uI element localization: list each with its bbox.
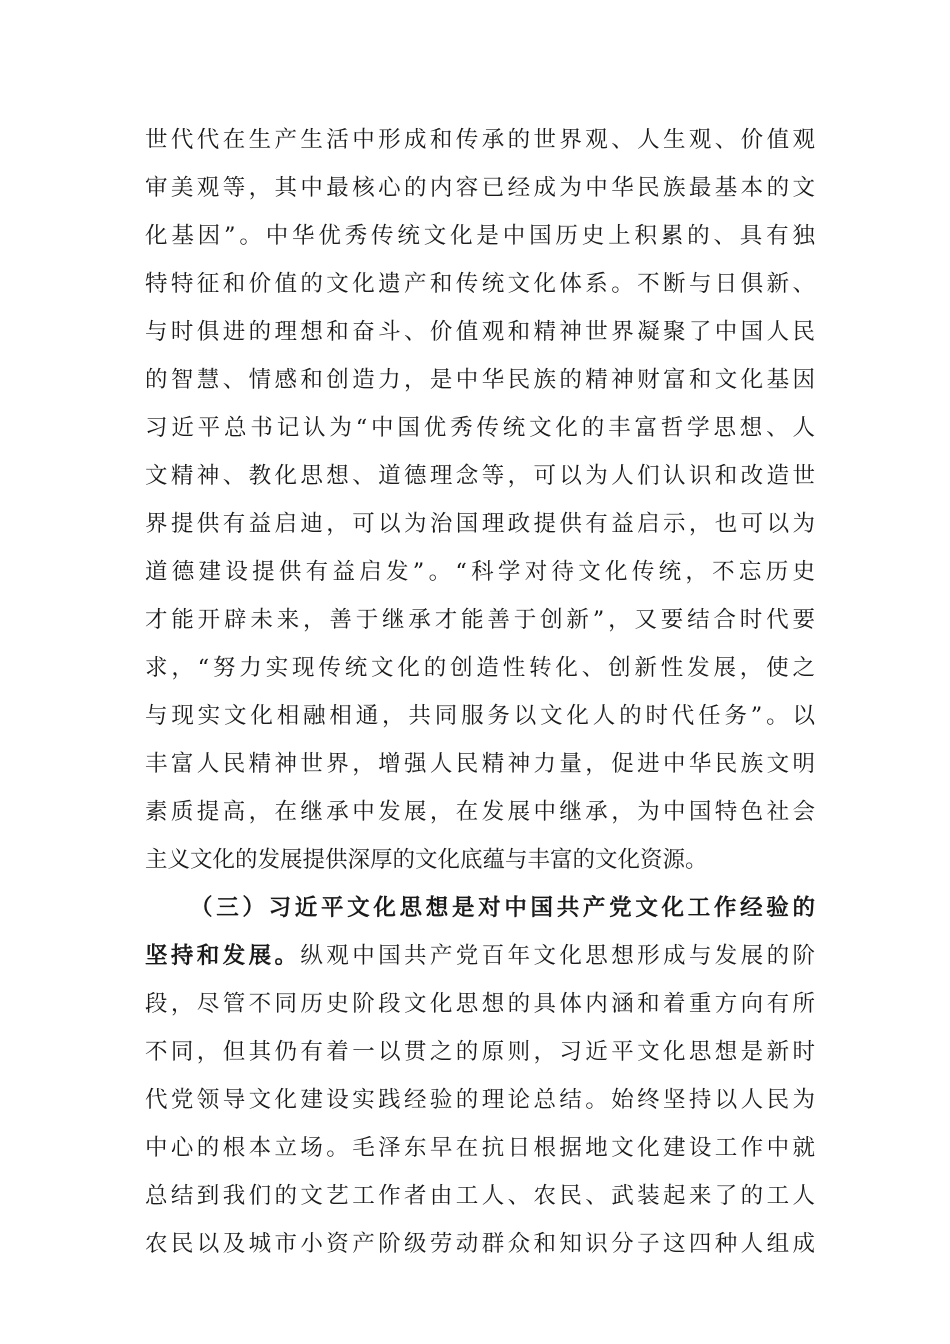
- text-line: 丰富人民精神世界，增强人民精神力量，促进中华民族文明: [145, 751, 815, 777]
- paragraph-cultural-heritage: [145, 116, 815, 884]
- text-line: 道德建设提供有益启发”。“科学对待文化传统，不忘历史: [145, 559, 815, 585]
- text-line: 审美观等，其中最核心的内容已经成为中华民族最基本的文: [145, 175, 815, 201]
- paragraph-party-experience: [145, 884, 815, 1268]
- text-line: 界提供有益启迪，可以为治国理政提供有益启示，也可以为: [145, 511, 815, 537]
- section-heading-end: 坚持和发展。: [145, 943, 301, 969]
- text-line: 习近平总书记认为“中国优秀传统文化的丰富哲学思想、人: [145, 415, 815, 441]
- text-line: 素质提高，在继承中发展，在发展中继承，为中国特色社会: [145, 799, 815, 825]
- text-line: 世代代在生产生活中形成和传承的世界观、人生观、价值观: [145, 127, 815, 153]
- text-line: 与现实文化相融相通，共同服务以文化人的时代任务”。以: [145, 703, 815, 729]
- document-body: [145, 116, 815, 1268]
- text-line: 总结到我们的文艺工作者由工人、农民、武装起来了的工人: [145, 1183, 815, 1209]
- text-line-rest: 纵观中国共产党百年文化思想形成与发展的阶: [300, 943, 815, 969]
- text-line: 与时俱进的理想和奋斗、价值观和精神世界凝聚了中国人民: [145, 319, 815, 345]
- text-line: 求，“努力实现传统文化的创造性转化、创新性发展，使之: [145, 655, 815, 681]
- text-line: 不同，但其仍有着一以贯之的原则，习近平文化思想是新时: [145, 1039, 815, 1065]
- text-line: 特特征和价值的文化遗产和传统文化体系。不断与日俱新、: [145, 271, 815, 297]
- text-line: 化基因”。中华优秀传统文化是中国历史上积累的、具有独: [145, 223, 815, 249]
- text-line: 的智慧、情感和创造力，是中华民族的精神财富和文化基因: [145, 367, 815, 393]
- text-line: 才能开辟未来，善于继承才能善于创新”，又要结合时代要: [145, 607, 815, 633]
- text-line: [145, 932, 815, 980]
- text-line: 代党领导文化建设实践经验的理论总结。始终坚持以人民为: [145, 1087, 815, 1113]
- text-line: 中心的根本立场。毛泽东早在抗日根据地文化建设工作中就: [145, 1135, 815, 1161]
- text-line: 文精神、教化思想、道德理念等，可以为人们认识和改造世: [145, 463, 815, 489]
- text-line: 农民以及城市小资产阶级劳动群众和知识分子这四种人组成: [145, 1231, 815, 1257]
- section-heading-line: （三）习近平文化思想是对中国共产党文化工作经验的: [190, 895, 815, 921]
- text-line: 主义文化的发展提供深厚的文化底蕴与丰富的文化资源。: [145, 847, 708, 873]
- text-line: 段，尽管不同历史阶段文化思想的具体内涵和着重方向有所: [145, 991, 815, 1017]
